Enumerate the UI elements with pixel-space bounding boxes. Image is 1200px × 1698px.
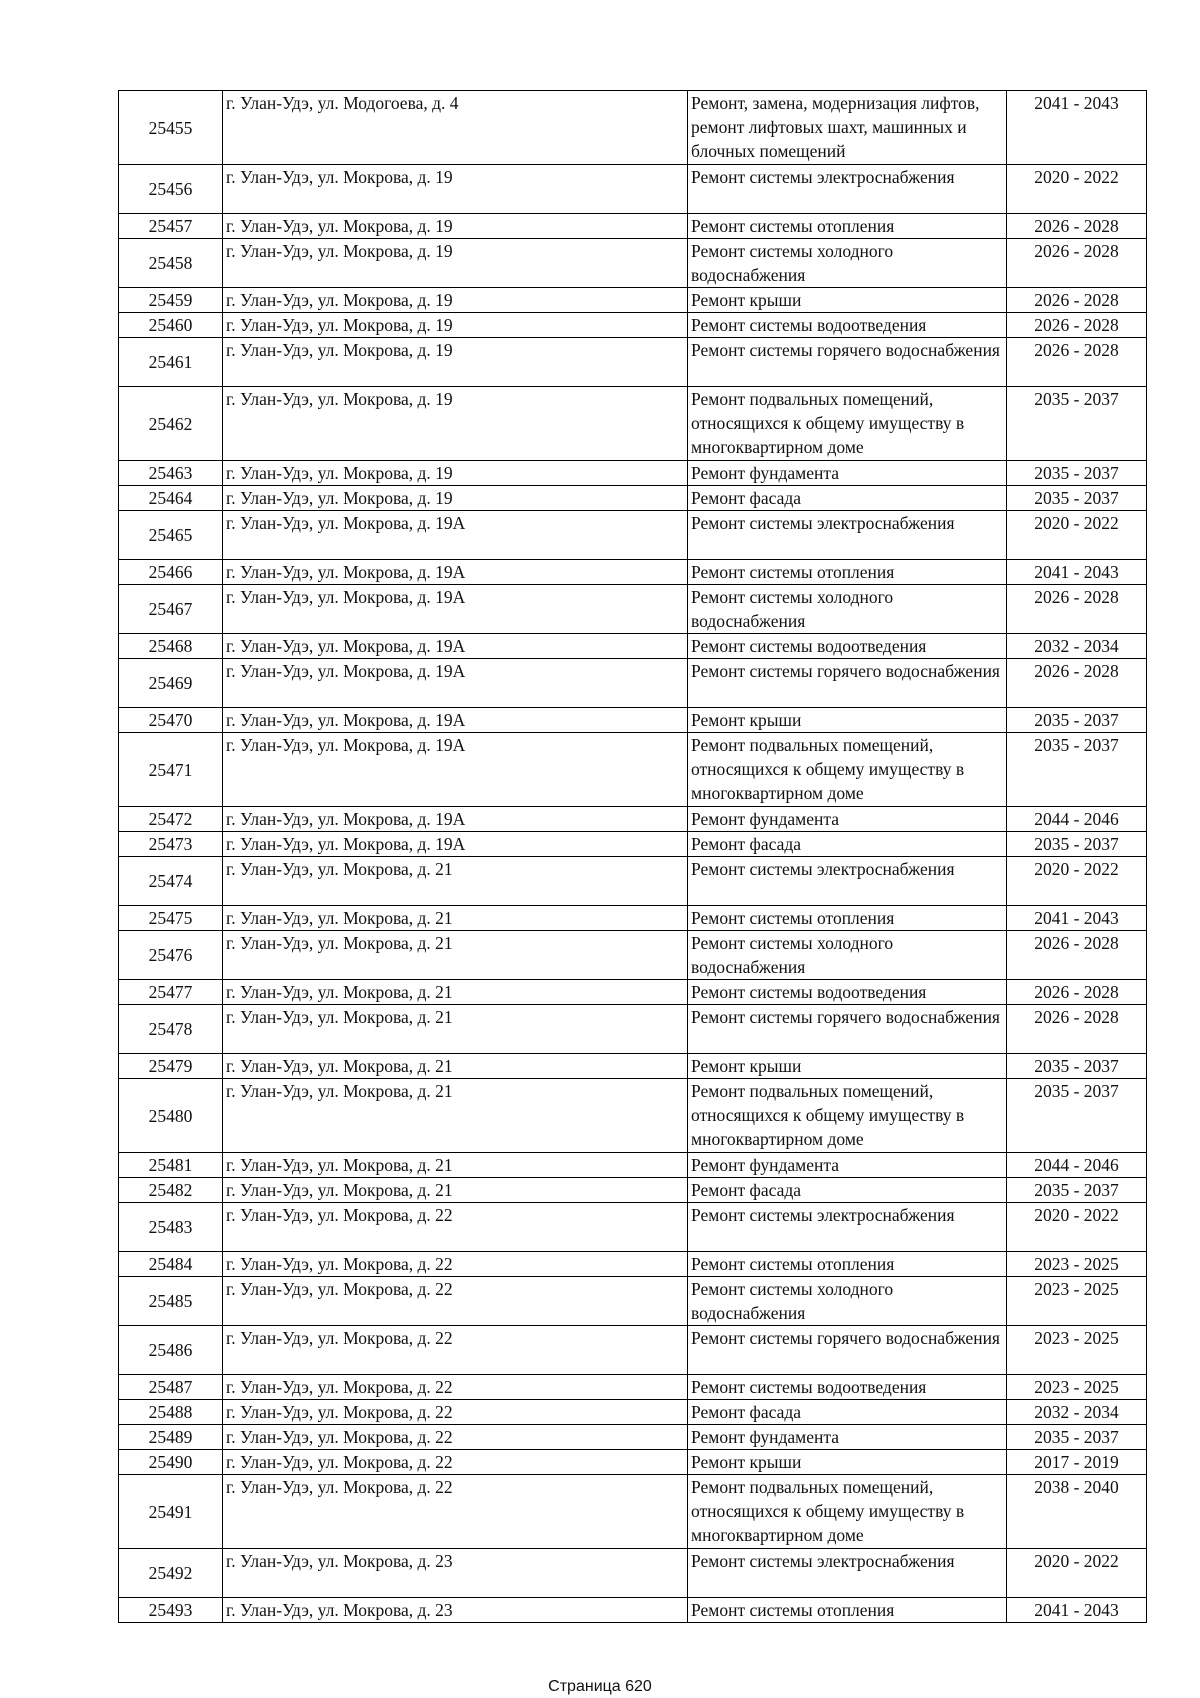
table-row [119, 313, 1147, 338]
row-number-cell: 25466 [119, 560, 223, 585]
row-number-cell: 25478 [119, 1005, 223, 1054]
table-row [119, 1277, 1147, 1326]
table-row [119, 1598, 1147, 1623]
table-row [119, 214, 1147, 239]
period-cell: 2023 - 2025 [1007, 1375, 1147, 1400]
address-cell: г. Улан-Удэ, ул. Мокрова, д. 22 [223, 1450, 688, 1475]
table-row [119, 980, 1147, 1005]
table-row [119, 708, 1147, 733]
address-cell: г. Улан-Удэ, ул. Мокрова, д. 19 [223, 387, 688, 461]
period-cell: 2020 - 2022 [1007, 511, 1147, 560]
work-type-cell: Ремонт системы горячего водоснабжения [688, 338, 1007, 387]
row-number-cell: 25491 [119, 1475, 223, 1549]
period-cell: 2026 - 2028 [1007, 1005, 1147, 1054]
work-type-cell: Ремонт фасада [688, 1400, 1007, 1425]
period-cell: 2035 - 2037 [1007, 387, 1147, 461]
row-number-cell: 25482 [119, 1178, 223, 1203]
row-number-cell: 25469 [119, 659, 223, 708]
period-cell: 2041 - 2043 [1007, 560, 1147, 585]
row-number-cell: 25463 [119, 461, 223, 486]
work-type-cell: Ремонт крыши [688, 1054, 1007, 1079]
row-number-cell: 25473 [119, 832, 223, 857]
row-number-cell: 25486 [119, 1326, 223, 1375]
work-type-cell: Ремонт системы отопления [688, 1252, 1007, 1277]
row-number-cell: 25465 [119, 511, 223, 560]
table-row [119, 511, 1147, 560]
row-number-cell: 25490 [119, 1450, 223, 1475]
address-cell: г. Улан-Удэ, ул. Мокрова, д. 22 [223, 1425, 688, 1450]
table-row [119, 659, 1147, 708]
work-type-cell: Ремонт системы горячего водоснабжения [688, 1326, 1007, 1375]
address-cell: г. Улан-Удэ, ул. Мокрова, д. 21 [223, 1079, 688, 1153]
address-cell: г. Улан-Удэ, ул. Мокрова, д. 22 [223, 1375, 688, 1400]
row-number-cell: 25487 [119, 1375, 223, 1400]
work-type-cell: Ремонт фасада [688, 1178, 1007, 1203]
table-body [119, 91, 1147, 1623]
period-cell: 2026 - 2028 [1007, 338, 1147, 387]
period-cell: 2026 - 2028 [1007, 313, 1147, 338]
table-row [119, 857, 1147, 906]
work-type-cell: Ремонт фундамента [688, 1425, 1007, 1450]
period-cell: 2032 - 2034 [1007, 1400, 1147, 1425]
table-row [119, 288, 1147, 313]
period-cell: 2032 - 2034 [1007, 634, 1147, 659]
repair-schedule-table [118, 90, 1147, 1623]
table-row [119, 1203, 1147, 1252]
work-type-cell: Ремонт системы электроснабжения [688, 511, 1007, 560]
table-row [119, 1549, 1147, 1598]
work-type-cell: Ремонт подвальных помещений, относящихся к общему имуществу в многоквартирном доме [688, 733, 1007, 807]
row-number-cell: 25493 [119, 1598, 223, 1623]
work-type-cell: Ремонт подвальных помещений, относящихся к общему имуществу в многоквартирном доме [688, 1475, 1007, 1549]
period-cell: 2020 - 2022 [1007, 1203, 1147, 1252]
table-row [119, 387, 1147, 461]
address-cell: г. Улан-Удэ, ул. Мокрова, д. 21 [223, 1153, 688, 1178]
address-cell: г. Улан-Удэ, ул. Мокрова, д. 22 [223, 1475, 688, 1549]
period-cell: 2026 - 2028 [1007, 659, 1147, 708]
row-number-cell: 25464 [119, 486, 223, 511]
table-row [119, 807, 1147, 832]
row-number-cell: 25480 [119, 1079, 223, 1153]
period-cell: 2020 - 2022 [1007, 857, 1147, 906]
period-cell: 2023 - 2025 [1007, 1326, 1147, 1375]
address-cell: г. Улан-Удэ, ул. Мокрова, д. 19 [223, 486, 688, 511]
address-cell: г. Улан-Удэ, ул. Мокрова, д. 22 [223, 1252, 688, 1277]
period-cell: 2041 - 2043 [1007, 91, 1147, 165]
address-cell: г. Улан-Удэ, ул. Мокрова, д. 19А [223, 807, 688, 832]
row-number-cell: 25483 [119, 1203, 223, 1252]
row-number-cell: 25481 [119, 1153, 223, 1178]
table-row [119, 1153, 1147, 1178]
address-cell: г. Улан-Удэ, ул. Мокрова, д. 21 [223, 980, 688, 1005]
period-cell: 2044 - 2046 [1007, 1153, 1147, 1178]
work-type-cell: Ремонт фундамента [688, 461, 1007, 486]
work-type-cell: Ремонт крыши [688, 708, 1007, 733]
table-row [119, 338, 1147, 387]
work-type-cell: Ремонт системы холодного водоснабжения [688, 931, 1007, 980]
row-number-cell: 25471 [119, 733, 223, 807]
period-cell: 2026 - 2028 [1007, 931, 1147, 980]
work-type-cell: Ремонт системы электроснабжения [688, 165, 1007, 214]
address-cell: г. Улан-Удэ, ул. Мокрова, д. 19 [223, 313, 688, 338]
period-cell: 2023 - 2025 [1007, 1252, 1147, 1277]
address-cell: г. Улан-Удэ, ул. Мокрова, д. 19А [223, 733, 688, 807]
row-number-cell: 25485 [119, 1277, 223, 1326]
address-cell: г. Улан-Удэ, ул. Мокрова, д. 19А [223, 832, 688, 857]
work-type-cell: Ремонт фундамента [688, 807, 1007, 832]
period-cell: 2026 - 2028 [1007, 214, 1147, 239]
table-row [119, 1450, 1147, 1475]
row-number-cell: 25477 [119, 980, 223, 1005]
address-cell: г. Улан-Удэ, ул. Мокрова, д. 19А [223, 634, 688, 659]
table-row [119, 1400, 1147, 1425]
table-row [119, 1054, 1147, 1079]
work-type-cell: Ремонт системы отопления [688, 214, 1007, 239]
address-cell: г. Улан-Удэ, ул. Мокрова, д. 21 [223, 1178, 688, 1203]
address-cell: г. Улан-Удэ, ул. Мокрова, д. 19 [223, 338, 688, 387]
period-cell: 2035 - 2037 [1007, 1178, 1147, 1203]
work-type-cell: Ремонт подвальных помещений, относящихся к общему имуществу в многоквартирном доме [688, 387, 1007, 461]
period-cell: 2035 - 2037 [1007, 1425, 1147, 1450]
period-cell: 2035 - 2037 [1007, 733, 1147, 807]
work-type-cell: Ремонт системы электроснабжения [688, 857, 1007, 906]
address-cell: г. Улан-Удэ, ул. Мокрова, д. 19А [223, 511, 688, 560]
address-cell: г. Улан-Удэ, ул. Мокрова, д. 19 [223, 461, 688, 486]
work-type-cell: Ремонт фасада [688, 832, 1007, 857]
table-row [119, 165, 1147, 214]
address-cell: г. Улан-Удэ, ул. Модогоева, д. 4 [223, 91, 688, 165]
period-cell: 2026 - 2028 [1007, 288, 1147, 313]
row-number-cell: 25455 [119, 91, 223, 165]
table-row [119, 239, 1147, 288]
work-type-cell: Ремонт системы водоотведения [688, 313, 1007, 338]
row-number-cell: 25461 [119, 338, 223, 387]
period-cell: 2038 - 2040 [1007, 1475, 1147, 1549]
period-cell: 2023 - 2025 [1007, 1277, 1147, 1326]
table-row [119, 1326, 1147, 1375]
address-cell: г. Улан-Удэ, ул. Мокрова, д. 23 [223, 1549, 688, 1598]
row-number-cell: 25457 [119, 214, 223, 239]
period-cell: 2017 - 2019 [1007, 1450, 1147, 1475]
row-number-cell: 25488 [119, 1400, 223, 1425]
work-type-cell: Ремонт системы отопления [688, 560, 1007, 585]
table-row [119, 560, 1147, 585]
address-cell: г. Улан-Удэ, ул. Мокрова, д. 19А [223, 659, 688, 708]
work-type-cell: Ремонт подвальных помещений, относящихся к общему имуществу в многоквартирном доме [688, 1079, 1007, 1153]
row-number-cell: 25476 [119, 931, 223, 980]
period-cell: 2035 - 2037 [1007, 461, 1147, 486]
period-cell: 2026 - 2028 [1007, 980, 1147, 1005]
address-cell: г. Улан-Удэ, ул. Мокрова, д. 22 [223, 1277, 688, 1326]
period-cell: 2041 - 2043 [1007, 906, 1147, 931]
table-row [119, 91, 1147, 165]
address-cell: г. Улан-Удэ, ул. Мокрова, д. 19А [223, 708, 688, 733]
row-number-cell: 25492 [119, 1549, 223, 1598]
work-type-cell: Ремонт крыши [688, 288, 1007, 313]
row-number-cell: 25459 [119, 288, 223, 313]
address-cell: г. Улан-Удэ, ул. Мокрова, д. 21 [223, 906, 688, 931]
period-cell: 2035 - 2037 [1007, 486, 1147, 511]
row-number-cell: 25456 [119, 165, 223, 214]
work-type-cell: Ремонт фундамента [688, 1153, 1007, 1178]
address-cell: г. Улан-Удэ, ул. Мокрова, д. 21 [223, 1054, 688, 1079]
address-cell: г. Улан-Удэ, ул. Мокрова, д. 22 [223, 1400, 688, 1425]
work-type-cell: Ремонт системы электроснабжения [688, 1203, 1007, 1252]
row-number-cell: 25462 [119, 387, 223, 461]
work-type-cell: Ремонт системы водоотведения [688, 980, 1007, 1005]
period-cell: 2026 - 2028 [1007, 585, 1147, 634]
address-cell: г. Улан-Удэ, ул. Мокрова, д. 19 [223, 165, 688, 214]
table-row [119, 1005, 1147, 1054]
table-row [119, 1375, 1147, 1400]
address-cell: г. Улан-Удэ, ул. Мокрова, д. 22 [223, 1326, 688, 1375]
work-type-cell: Ремонт системы водоотведения [688, 1375, 1007, 1400]
period-cell: 2020 - 2022 [1007, 1549, 1147, 1598]
table-row [119, 634, 1147, 659]
work-type-cell: Ремонт крыши [688, 1450, 1007, 1475]
period-cell: 2035 - 2037 [1007, 708, 1147, 733]
work-type-cell: Ремонт системы отопления [688, 906, 1007, 931]
work-type-cell: Ремонт системы холодного водоснабжения [688, 1277, 1007, 1326]
table-row [119, 906, 1147, 931]
table-row [119, 486, 1147, 511]
period-cell: 2044 - 2046 [1007, 807, 1147, 832]
work-type-cell: Ремонт системы отопления [688, 1598, 1007, 1623]
row-number-cell: 25479 [119, 1054, 223, 1079]
period-cell: 2020 - 2022 [1007, 165, 1147, 214]
table-row [119, 832, 1147, 857]
table-row [119, 733, 1147, 807]
table-row [119, 1252, 1147, 1277]
table-row [119, 931, 1147, 980]
period-cell: 2035 - 2037 [1007, 832, 1147, 857]
table-row [119, 1475, 1147, 1549]
period-cell: 2026 - 2028 [1007, 239, 1147, 288]
row-number-cell: 25467 [119, 585, 223, 634]
table-row [119, 1425, 1147, 1450]
row-number-cell: 25460 [119, 313, 223, 338]
row-number-cell: 25458 [119, 239, 223, 288]
row-number-cell: 25474 [119, 857, 223, 906]
work-type-cell: Ремонт системы холодного водоснабжения [688, 239, 1007, 288]
row-number-cell: 25468 [119, 634, 223, 659]
work-type-cell: Ремонт системы водоотведения [688, 634, 1007, 659]
work-type-cell: Ремонт системы горячего водоснабжения [688, 659, 1007, 708]
table-row [119, 585, 1147, 634]
period-cell: 2035 - 2037 [1007, 1079, 1147, 1153]
row-number-cell: 25475 [119, 906, 223, 931]
work-type-cell: Ремонт системы электроснабжения [688, 1549, 1007, 1598]
address-cell: г. Улан-Удэ, ул. Мокрова, д. 19 [223, 214, 688, 239]
row-number-cell: 25484 [119, 1252, 223, 1277]
page-number: Страница 620 [548, 1678, 652, 1695]
period-cell: 2041 - 2043 [1007, 1598, 1147, 1623]
address-cell: г. Улан-Удэ, ул. Мокрова, д. 19 [223, 239, 688, 288]
address-cell: г. Улан-Удэ, ул. Мокрова, д. 23 [223, 1598, 688, 1623]
address-cell: г. Улан-Удэ, ул. Мокрова, д. 21 [223, 931, 688, 980]
row-number-cell: 25470 [119, 708, 223, 733]
table-row [119, 461, 1147, 486]
work-type-cell: Ремонт, замена, модернизация лифтов, ремонт лифтовых шахт, машинных и блочных помещений [688, 91, 1007, 165]
period-cell: 2035 - 2037 [1007, 1054, 1147, 1079]
row-number-cell: 25472 [119, 807, 223, 832]
work-type-cell: Ремонт системы горячего водоснабжения [688, 1005, 1007, 1054]
table-row [119, 1178, 1147, 1203]
address-cell: г. Улан-Удэ, ул. Мокрова, д. 19А [223, 560, 688, 585]
address-cell: г. Улан-Удэ, ул. Мокрова, д. 19 [223, 288, 688, 313]
address-cell: г. Улан-Удэ, ул. Мокрова, д. 21 [223, 1005, 688, 1054]
work-type-cell: Ремонт фасада [688, 486, 1007, 511]
address-cell: г. Улан-Удэ, ул. Мокрова, д. 19А [223, 585, 688, 634]
address-cell: г. Улан-Удэ, ул. Мокрова, д. 22 [223, 1203, 688, 1252]
row-number-cell: 25489 [119, 1425, 223, 1450]
work-type-cell: Ремонт системы холодного водоснабжения [688, 585, 1007, 634]
address-cell: г. Улан-Удэ, ул. Мокрова, д. 21 [223, 857, 688, 906]
table-row [119, 1079, 1147, 1153]
